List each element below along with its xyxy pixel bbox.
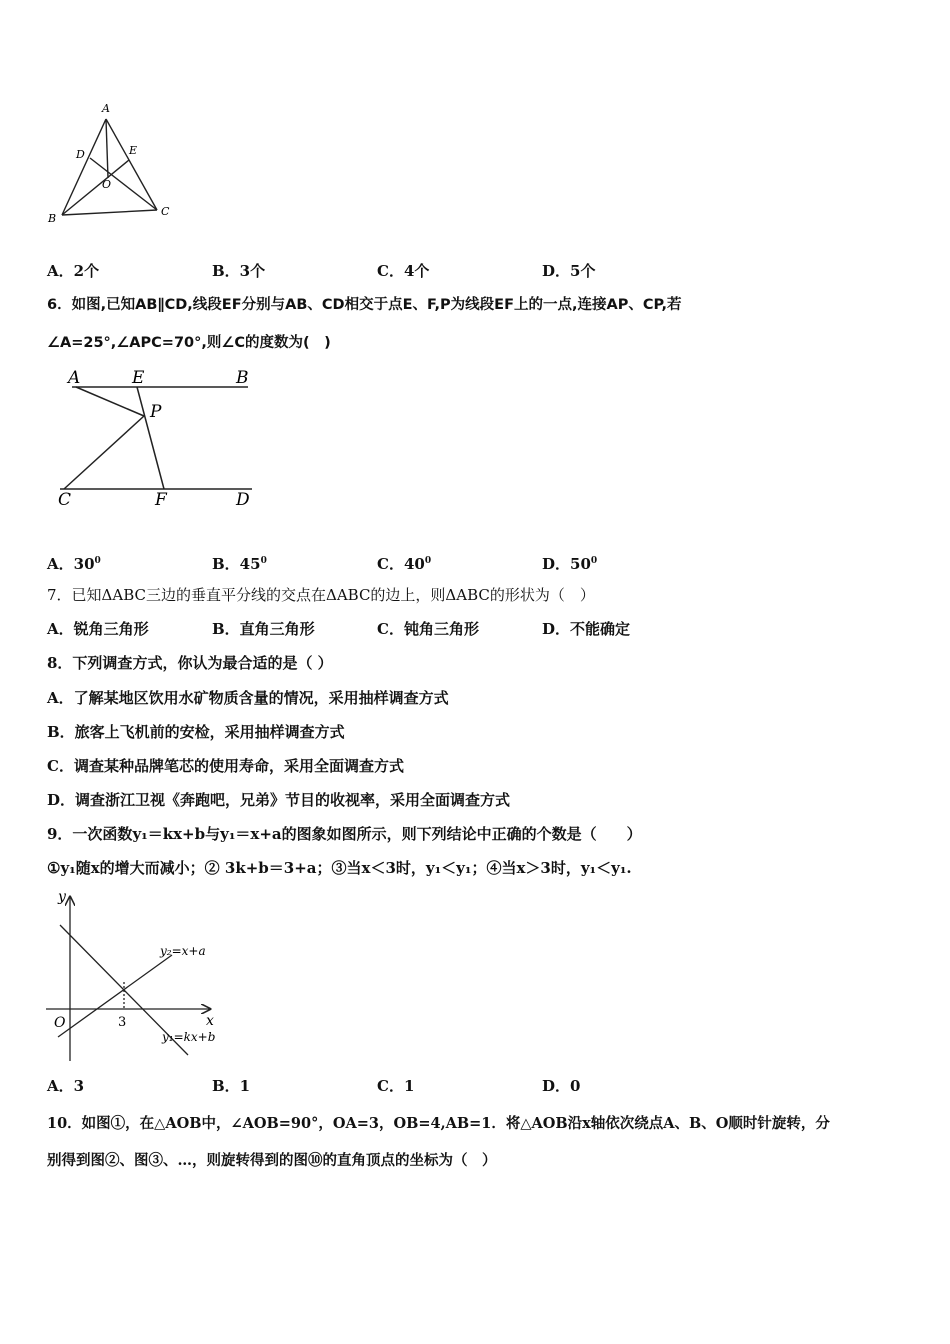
label-e: E: [132, 368, 145, 388]
degree-mark: 0: [590, 556, 598, 566]
q6-option-c-text: C．40: [377, 555, 425, 573]
linear-functions-graph: [40, 885, 240, 1065]
q6-option-a[interactable]: [47, 551, 101, 574]
q8-stem: 8．下列调查方式，你认为最合适的是（ ）: [47, 654, 333, 672]
label-b: B: [236, 368, 249, 388]
degree-mark: 0: [260, 556, 267, 566]
q6-option-a-text: A．30: [47, 555, 95, 573]
triangle-figure: [40, 98, 180, 228]
line-y1-label: y₁=kx+b: [162, 1030, 216, 1044]
x-axis-label: x: [206, 1013, 214, 1029]
label-c: C: [161, 205, 170, 218]
q7-option-c[interactable]: C．钝角三角形: [377, 620, 479, 638]
q6-stem-line2: ∠A=25°,∠APC=70°,则∠C的度数为( ): [47, 335, 331, 351]
label-d: D: [76, 148, 85, 161]
tick-3-label: 3: [118, 1015, 127, 1030]
label-d: D: [236, 490, 250, 510]
label-o: O: [102, 178, 112, 191]
q9-statements: ①y₁随x的增大而减小；② 3k+b＝3+a；③当x＜3时，y₁＜y₁；④当x＞3时，y₁＜y₁.: [47, 859, 632, 877]
line-y2: [58, 955, 172, 1037]
side-bc: [62, 210, 157, 215]
q6-option-b[interactable]: [212, 551, 267, 574]
degree-mark: 0: [424, 556, 432, 566]
q6-option-d[interactable]: [542, 551, 597, 574]
side-ac: [106, 119, 157, 210]
segment-pc: [64, 416, 144, 489]
q10-stem-line2: 别得到图②、图③、…，则旋转得到的图⑩的直角顶点的坐标为（ ）: [47, 1152, 497, 1169]
q6-option-d-text: D．50: [542, 555, 591, 573]
q9-option-b[interactable]: B．1: [212, 1077, 251, 1095]
q8-option-c[interactable]: C．调查某种品牌笔芯的使用寿命，采用全面调查方式: [47, 757, 404, 775]
label-a: A: [102, 102, 110, 115]
q8-option-d[interactable]: D．调查浙江卫视《奔跑吧，兄弟》节目的收视率，采用全面调查方式: [47, 791, 511, 809]
q10-stem-line1: 10．如图①，在△AOB中，∠AOB=90°，OA=3，OB=4,AB=1．将△AOB沿x轴依次绕点A、B、O顺时针旋转，分: [47, 1115, 830, 1132]
cevian-ao: [106, 119, 108, 178]
q5-option-a[interactable]: A．2个: [47, 262, 100, 280]
label-e: E: [129, 144, 138, 157]
q7-option-a[interactable]: A．锐角三角形: [47, 620, 149, 638]
label-b: B: [48, 212, 57, 225]
q9-option-a[interactable]: A．3: [47, 1077, 85, 1095]
q8-option-b[interactable]: B．旅客上飞机前的安检，采用抽样调查方式: [47, 723, 345, 741]
q6-option-b-text: B．45: [212, 555, 261, 573]
q5-option-c[interactable]: C．4个: [377, 262, 430, 280]
degree-mark: 0: [94, 556, 101, 566]
q9-stem: 9．一次函数y₁＝kx+b与y₁＝x+a的图象如图所示，则下列结论中正确的个数是（ ）: [47, 825, 642, 843]
label-f: F: [155, 490, 167, 510]
label-c: C: [58, 490, 72, 510]
origin-label: O: [54, 1015, 66, 1031]
label-a: A: [68, 368, 81, 388]
side-ab: [62, 119, 106, 215]
parallel-lines-figure: [50, 362, 270, 512]
q9-option-d[interactable]: D．0: [542, 1077, 581, 1095]
q5-option-d[interactable]: D．5个: [542, 262, 596, 280]
q5-option-b[interactable]: B．3个: [212, 262, 266, 280]
segment-ap: [76, 387, 144, 416]
q7-stem: 7．已知ΔABC三边的垂直平分线的交点在ΔABC的边上，则ΔABC的形状为（ ）: [47, 586, 595, 604]
label-p: P: [150, 402, 162, 422]
line-y2-label: y₂=x+a: [160, 944, 206, 958]
q7-option-d[interactable]: D．不能确定: [542, 620, 631, 638]
q6-stem-line1: 6．如图,已知AB∥CD,线段EF分别与AB、CD相交于点E、F,P为线段EF上的一点,连接AP、CP,若: [47, 297, 682, 313]
cevian-be: [62, 160, 129, 215]
q9-option-c[interactable]: C．1: [377, 1077, 415, 1095]
y-axis-label: y: [58, 889, 66, 905]
q7-option-b[interactable]: B．直角三角形: [212, 620, 315, 638]
q6-option-c[interactable]: [377, 551, 431, 574]
q8-option-a[interactable]: A．了解某地区饮用水矿物质含量的情况，采用抽样调查方式: [47, 689, 449, 707]
